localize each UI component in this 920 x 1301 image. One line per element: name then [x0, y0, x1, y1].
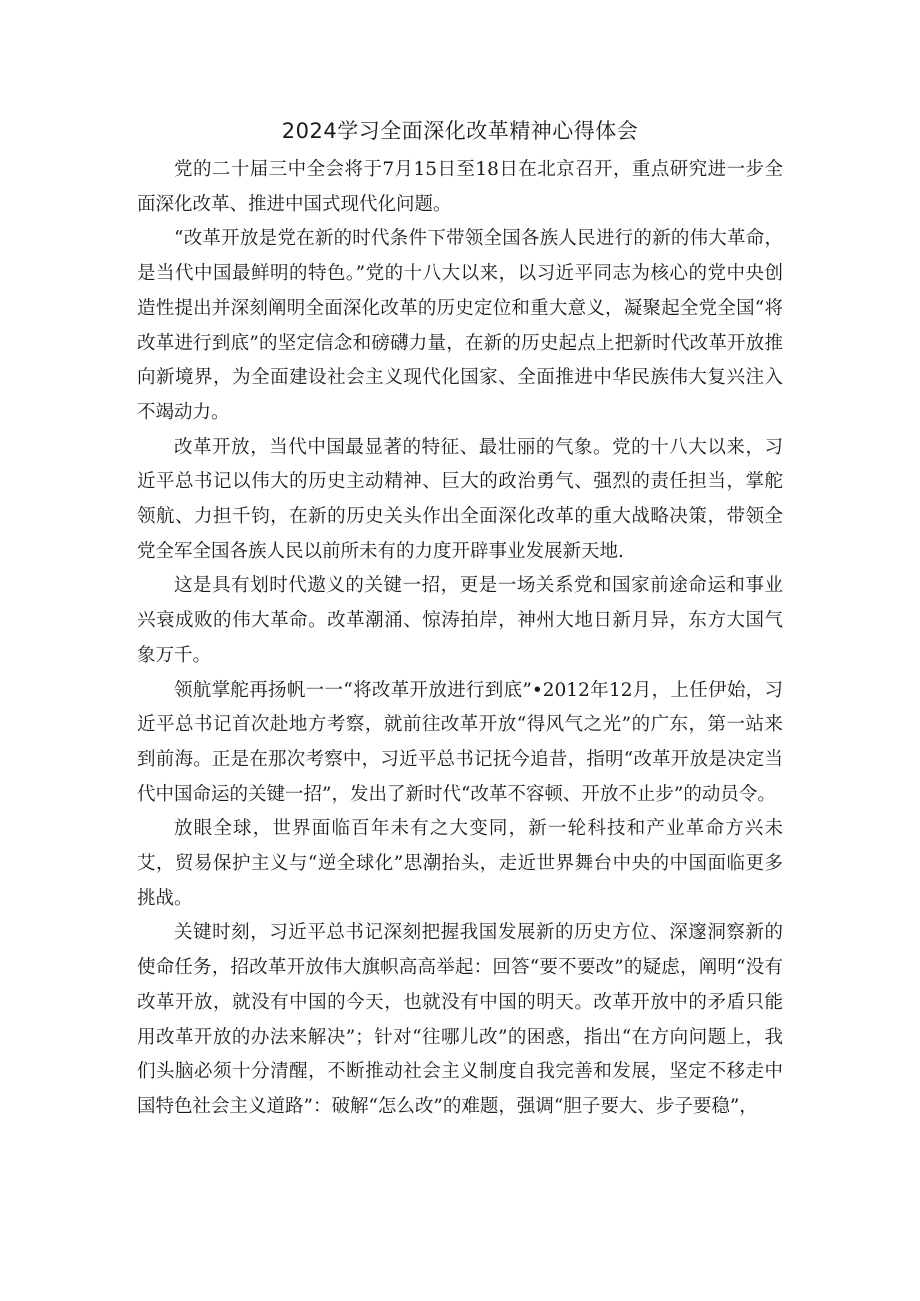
paragraph: 放眼全球，世界面临百年未有之大变同，新一轮科技和产业革命方兴未艾，贸易保护主义与“逆全球化”思潮抬头，走近世界舞台中央的中国面临更多挑战。 — [137, 818, 783, 909]
paragraph: 党的二十届三中全会将于7月15日至18日在北京召开，重点研究进一步全面深化改革、推进中国式现代化问题。 — [137, 159, 783, 215]
document-body — [137, 153, 783, 1125]
paragraph: 改革开放，当代中国最显著的特征、最壮丽的气象。党的十八大以来，习近平总书记以伟大的历史主动精神、巨大的政治勇气、强烈的责任担当，掌舵领航、力担千钧，在新的历史关头作出全面深化改革的重大战略决策，带领全党全军全国各族人民以前所未有的力度开辟事业发展新天地. — [137, 436, 783, 562]
paragraph: 这是具有划时代遨义的关键一招，更是一场关系党和国家前途命运和事业兴衰成败的伟大革命。改革潮涌、惊涛拍岸，神州大地日新月异，东方大国气象万千。 — [137, 575, 783, 666]
paragraph: “改革开放是党在新的时代条件下带领全国各族人民进行的新的伟大革命，是当代中国最鲜明的特色。”党的十八大以来，以习近平同志为核心的党中央创造性提出并深刻阐明全面深化改革的历史定位和重大意义，凝聚起全党全国“将改革进行到底”的坚定信念和磅礴力量，在新的历史起点上把新时代改革开放推向新境界，为全面建设社会主义现代化国家、全面推进中华民族伟大复兴注入不竭动力。 — [137, 228, 783, 423]
paragraph: 关键时刻，习近平总书记深刻把握我国发展新的历史方位、深邃洞察新的使命任务，招改革开放伟大旗帜高高举起：回答“要不要改”的疑虑，阐明“没有改革开放，就没有中国的今天，也就没有中国的明天。改革开放中的矛盾只能用改革开放的办法来解决”；针对“往哪儿改”的困惑，指出“在方向问题上，我们头脑必须十分清醒，不断推动社会主义制度自我完善和发展，坚定不移走中国特色社会主义道路”：破解“怎么改”的难题，强调“胆子要大、步子要稳”， — [137, 922, 783, 1117]
paragraph: 领航掌舵再扬帆一一“将改革开放进行到底”•2012年12月，上任伊始，习近平总书记首次赴地方考察，就前往改革开放“得风气之光”的广东，第一站来到前海。正是在那次考察中，习近平总书记抚今追昔，指明“改革开放是决定当代中国命运的关键一招”，发出了新时代“改革不容顿、开放不止步”的动员令。 — [137, 679, 783, 805]
document-title: 2024学习全面深化改革精神心得体会 — [281, 119, 639, 143]
